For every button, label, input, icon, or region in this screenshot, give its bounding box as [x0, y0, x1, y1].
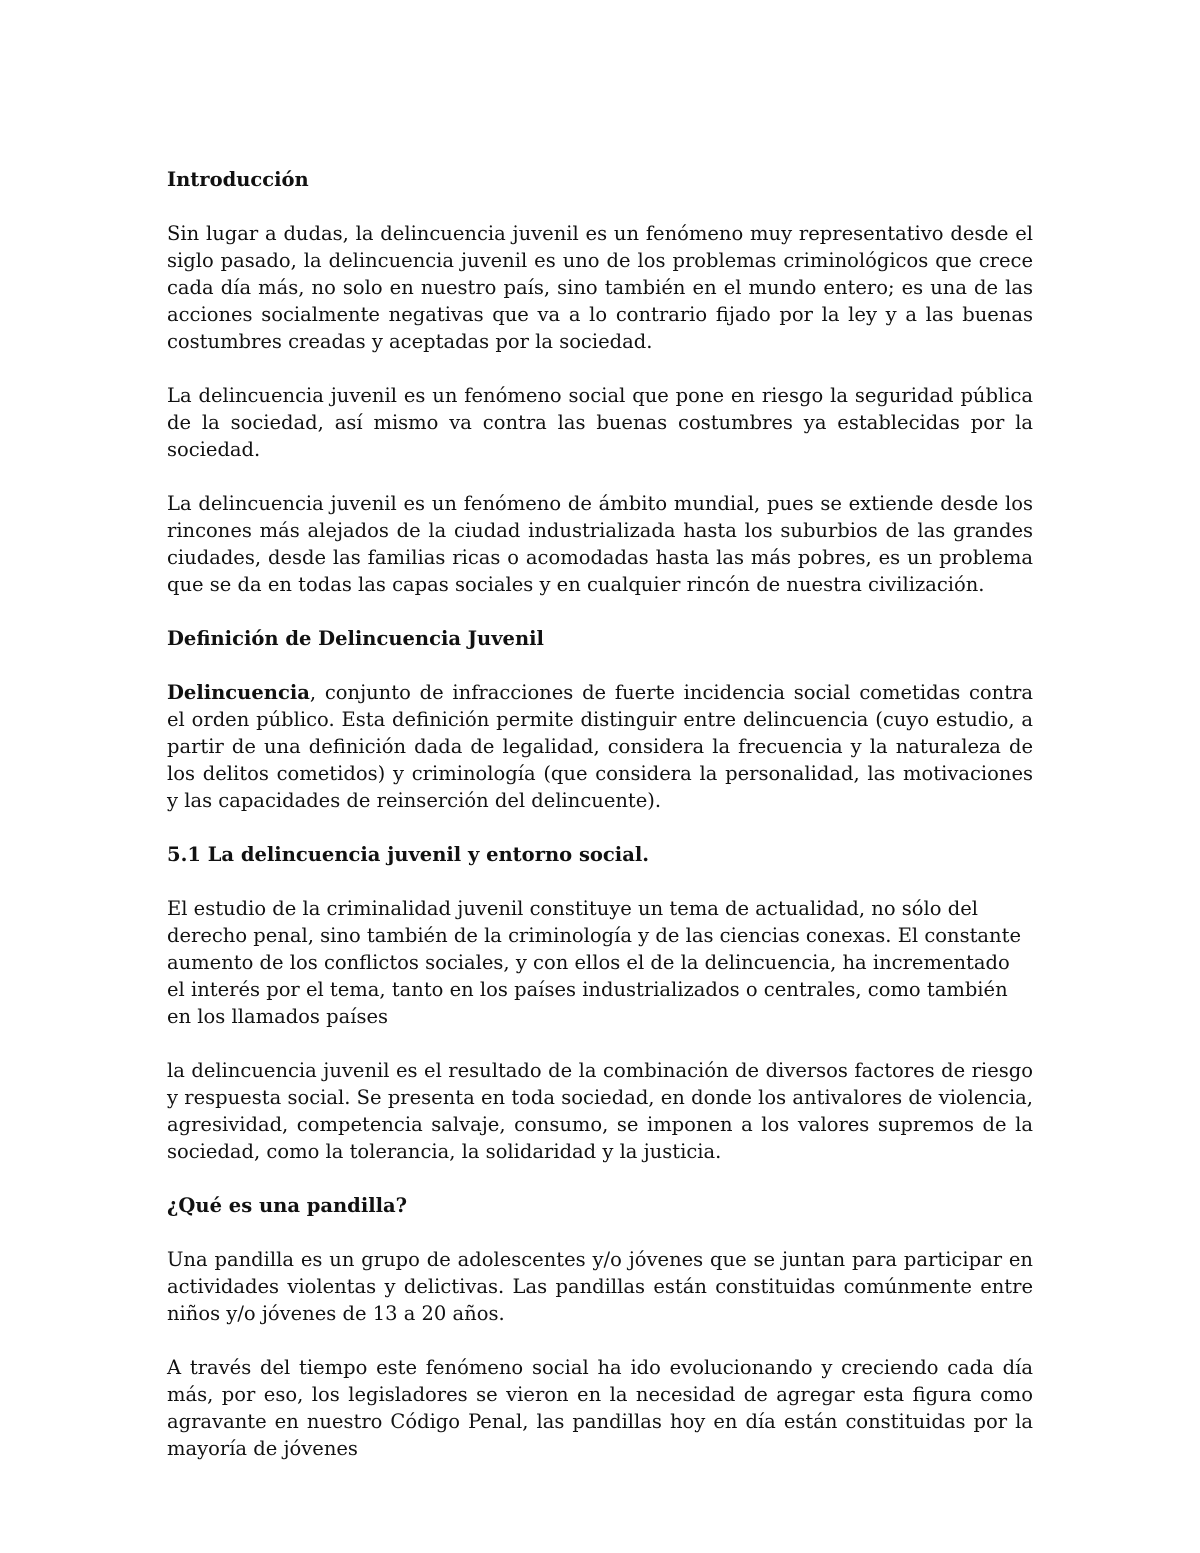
definition-text: , conjunto de infracciones de fuerte incidencia social cometidas contra el orden público. Esta definición permite distinguir entre delincuencia (cuyo estudio, a partir de una definición dada de legalidad, considera la frecuencia y la naturaleza de los delitos cometidos) y criminología (que considera la personalidad, las motivaciones y las capacidades de reinserción del delincuente). — [167, 681, 1033, 812]
gang-paragraph-2: A través del tiempo este fenómeno social ha ido evolucionando y creciendo cada día más, por eso, los legisladores se vieron en la necesidad de agregar esta figura como agravante en nuestro Código Penal, las pandillas hoy en día están constituidas por la mayoría de jóvenes — [167, 1356, 1033, 1460]
gang-heading: ¿Qué es una pandilla? — [167, 1194, 408, 1217]
intro-paragraph-2: La delincuencia juvenil es un fenómeno social que pone en riesgo la seguridad pública de la sociedad, así mismo va contra las buenas costumbres ya establecidas por la sociedad. — [167, 384, 1033, 461]
intro-heading: Introducción — [167, 168, 309, 191]
gang-paragraph-1: Una pandilla es un grupo de adolescentes y/o jóvenes que se juntan para participar en actividades violentas y delictivas. Las pandillas están constituidas comúnmente entre niños y/o jóvenes de 13 a 20 años. — [167, 1248, 1033, 1325]
section-paragraph-1: El estudio de la criminalidad juvenil constituye un tema de actualidad, no sólo del derecho penal, sino también de la criminología y de las ciencias conexas. El constante aumento de los conflictos sociales, y con ellos el de la delincuencia, ha incrementado el interés por el tema, tanto en los países industrializados o centrales, como también en los llamados países — [167, 897, 1021, 1028]
definition-term: Delincuencia — [167, 681, 310, 704]
definition-heading: Definición de Delincuencia Juvenil — [167, 627, 544, 650]
definition-paragraph — [167, 679, 1033, 814]
document-body — [167, 166, 1033, 1489]
intro-paragraph-1: Sin lugar a dudas, la delincuencia juvenil es un fenómeno muy representativo desde el siglo pasado, la delincuencia juvenil es uno de los problemas criminológicos que crece cada día más, no solo en nuestro país, sino también en el mundo entero; es una de las acciones socialmente negativas que va a lo contrario fijado por la ley y a las buenas costumbres creadas y aceptadas por la sociedad. — [167, 222, 1033, 353]
intro-paragraph-3: La delincuencia juvenil es un fenómeno de ámbito mundial, pues se extiende desde los rincones más alejados de la ciudad industrializada hasta los suburbios de las grandes ciudades, desde las familias ricas o acomodadas hasta las más pobres, es un problema que se da en todas las capas sociales y en cualquier rincón de nuestra civilización. — [167, 492, 1033, 596]
section-paragraph-2: la delincuencia juvenil es el resultado de la combinación de diversos factores de riesgo y respuesta social. Se presenta en toda sociedad, en donde los antivalores de violencia, agresividad, competencia salvaje, consumo, se imponen a los valores supremos de la sociedad, como la tolerancia, la solidaridad y la justicia. — [167, 1059, 1033, 1163]
section-heading: 5.1 La delincuencia juvenil y entorno social. — [167, 843, 650, 866]
